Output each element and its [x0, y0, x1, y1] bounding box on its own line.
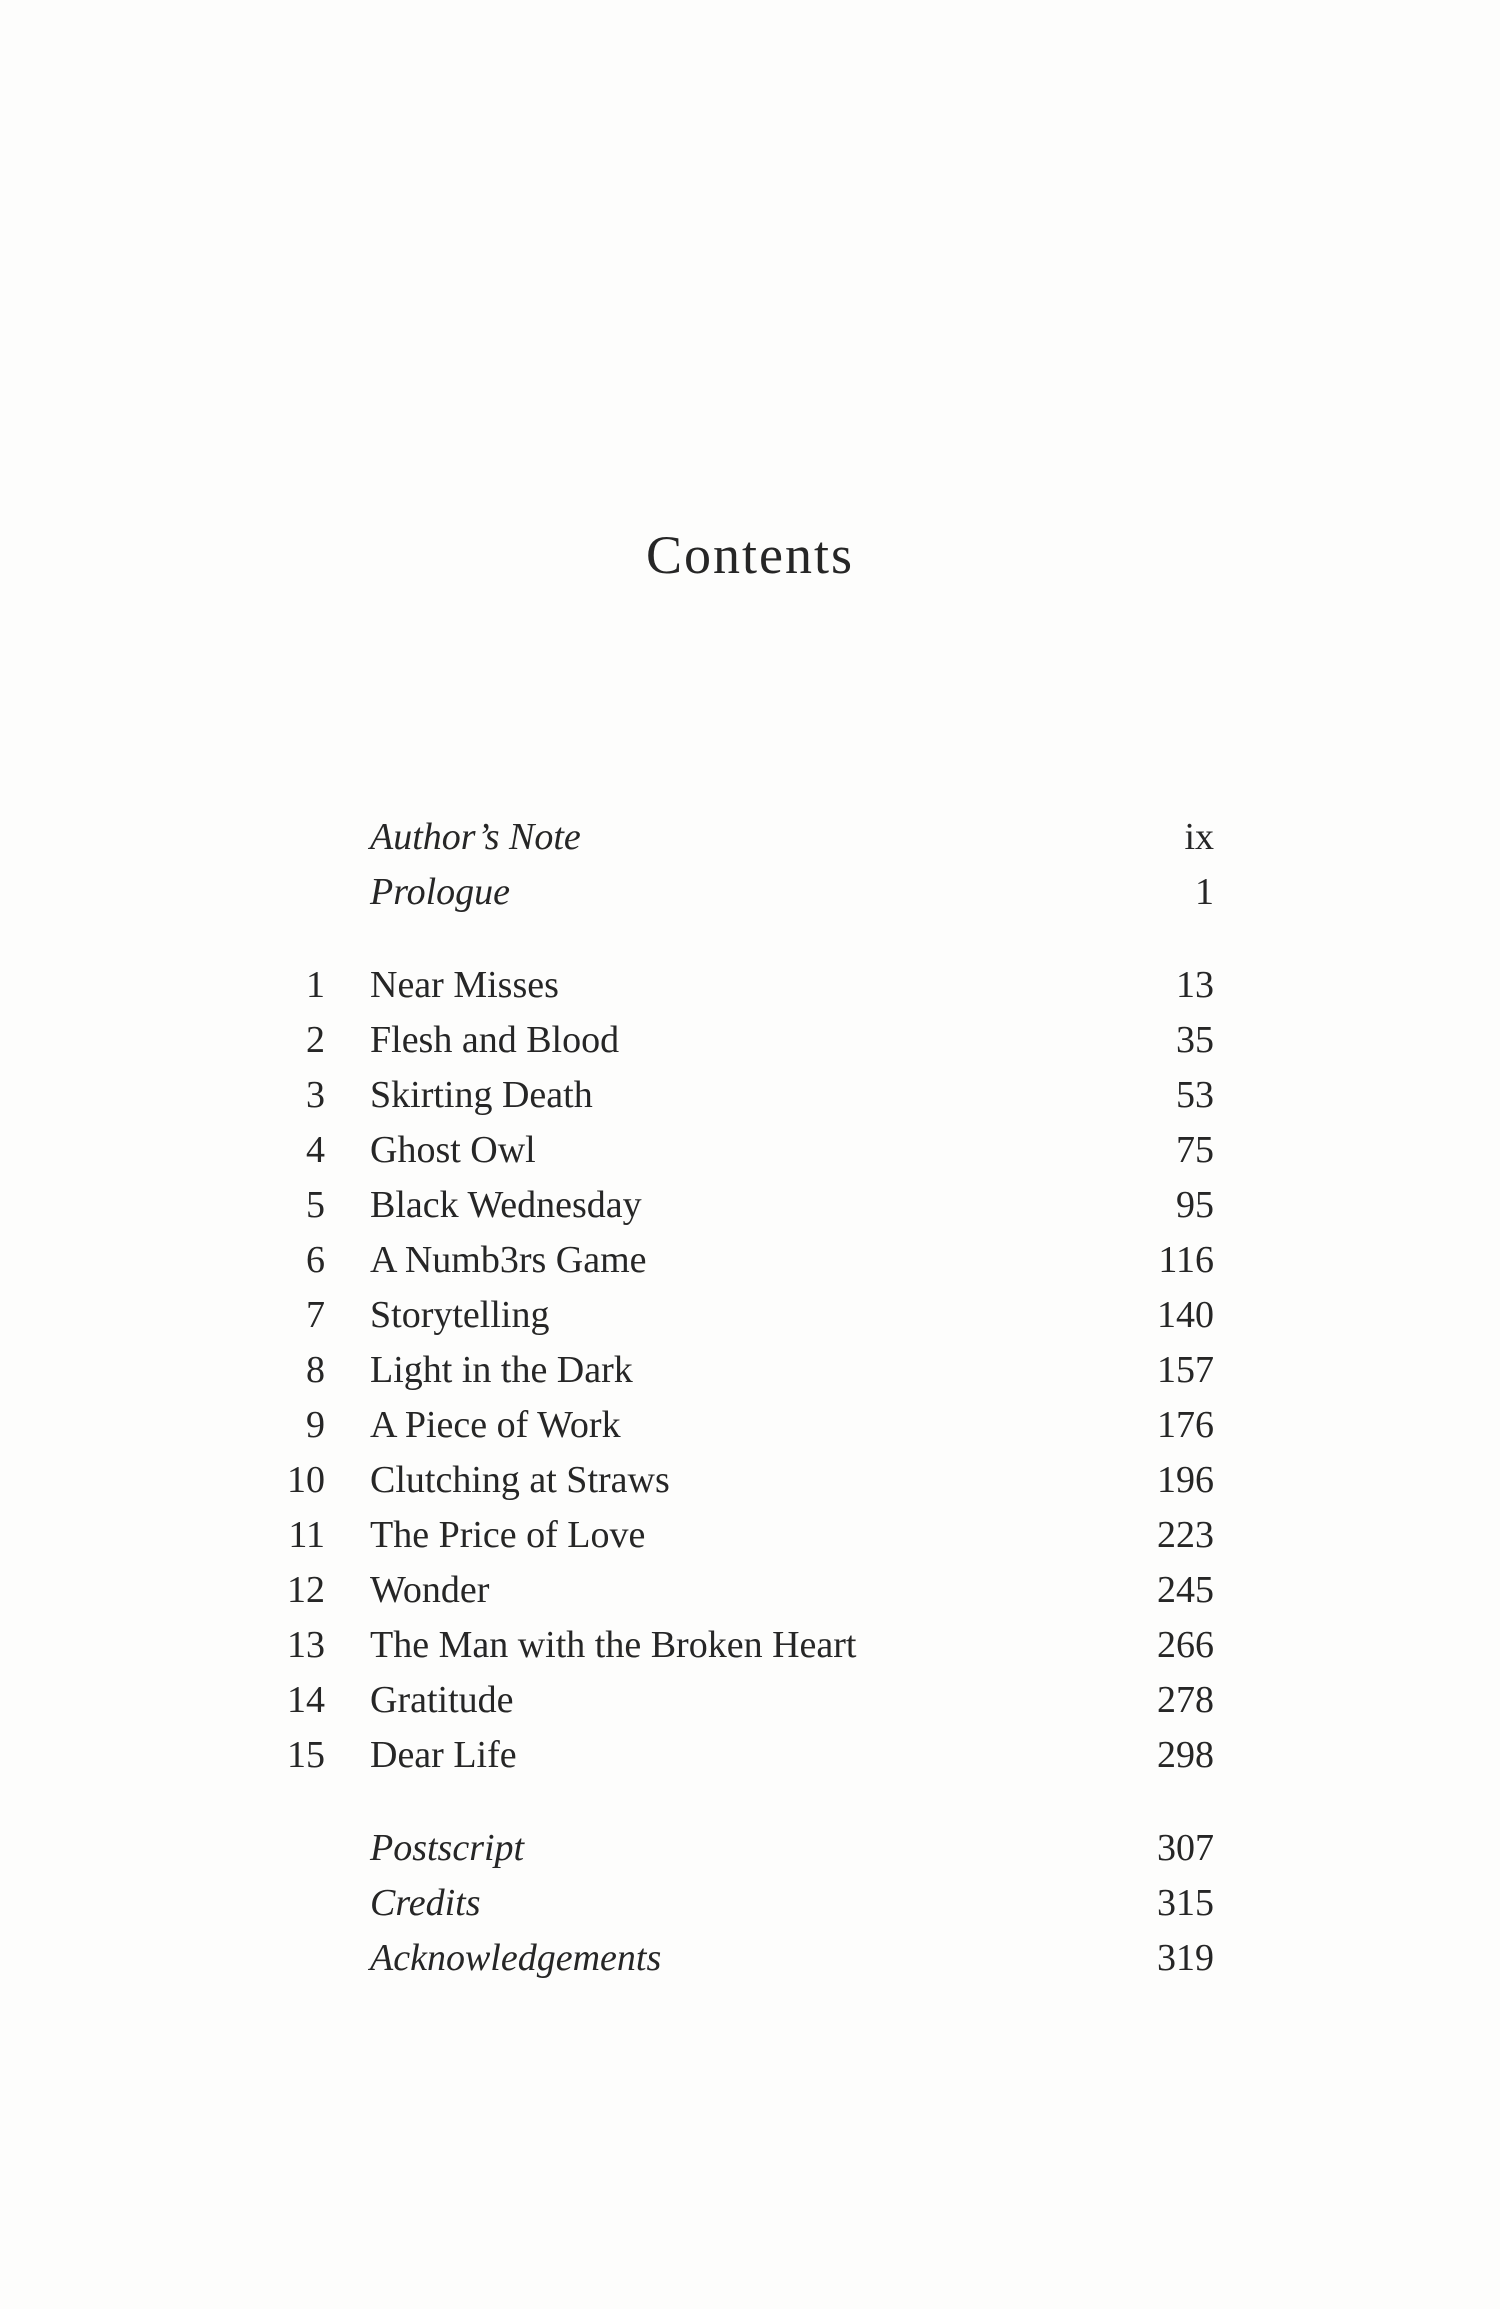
toc-entry-label: Ghost Owl [370, 1129, 536, 1171]
toc-entry-chapter-1[interactable] [0, 960, 1500, 1010]
toc-entry-chapter-12[interactable] [0, 1565, 1500, 1615]
toc-entry-chapter-9[interactable] [0, 1400, 1500, 1450]
toc-entry-label: Wonder [370, 1569, 490, 1611]
toc-entry-credits[interactable] [0, 1878, 1500, 1928]
toc-entry-label: Prologue [370, 871, 511, 913]
toc-entry-page: 319 [1157, 1937, 1214, 1979]
toc-entry-page: 157 [1157, 1349, 1214, 1391]
chapter-number: 1 [306, 964, 325, 1006]
toc-entry-page: 116 [1158, 1239, 1214, 1281]
toc-entry-page: 53 [1176, 1074, 1214, 1116]
toc-entry-page: 315 [1157, 1882, 1214, 1924]
toc-entry-chapter-10[interactable] [0, 1455, 1500, 1505]
toc-entry-page: 307 [1157, 1827, 1214, 1869]
toc-entry-label: Black Wednesday [370, 1184, 642, 1226]
toc-entry-chapter-7[interactable] [0, 1290, 1500, 1340]
chapter-number: 5 [306, 1184, 325, 1226]
toc-entry-label: Flesh and Blood [370, 1019, 620, 1061]
toc-entry-page: 140 [1157, 1294, 1214, 1336]
chapter-number: 2 [306, 1019, 325, 1061]
toc-entry-page: 13 [1176, 964, 1214, 1006]
toc-entry-chapter-5[interactable] [0, 1180, 1500, 1230]
toc-entry-chapter-15[interactable] [0, 1730, 1500, 1780]
chapter-number: 8 [306, 1349, 325, 1391]
toc-entry-label: Skirting Death [370, 1074, 593, 1116]
toc-entry-label: The Price of Love [370, 1514, 646, 1556]
chapter-number: 4 [306, 1129, 325, 1171]
chapter-number: 7 [306, 1294, 325, 1336]
toc-entry-chapter-11[interactable] [0, 1510, 1500, 1560]
toc-entry-page: 35 [1176, 1019, 1214, 1061]
toc-entry-chapter-4[interactable] [0, 1125, 1500, 1175]
toc-entry-page: 223 [1157, 1514, 1214, 1556]
toc-entry-label: Postscript [370, 1827, 525, 1869]
toc-entry-page: 266 [1157, 1624, 1214, 1666]
toc-entry-postscript[interactable] [0, 1823, 1500, 1873]
toc-entry-page: 196 [1157, 1459, 1214, 1501]
chapter-number: 3 [306, 1074, 325, 1116]
toc-entry-label: Light in the Dark [370, 1349, 633, 1391]
toc-entry-label: Dear Life [370, 1734, 517, 1776]
toc-entry-authors-note[interactable] [0, 812, 1500, 862]
toc-entry-chapter-13[interactable] [0, 1620, 1500, 1670]
toc-entry-chapter-14[interactable] [0, 1675, 1500, 1725]
toc-entry-page: 176 [1157, 1404, 1214, 1446]
chapter-number: 6 [306, 1239, 325, 1281]
toc-entry-chapter-8[interactable] [0, 1345, 1500, 1395]
toc-entry-chapter-2[interactable] [0, 1015, 1500, 1065]
chapter-number: 9 [306, 1404, 325, 1446]
toc-entry-acknowledgements[interactable] [0, 1933, 1500, 1983]
toc-entry-label: Storytelling [370, 1294, 550, 1336]
toc-entry-prologue[interactable] [0, 867, 1500, 917]
toc-entry-page: 245 [1157, 1569, 1214, 1611]
toc-entry-chapter-6[interactable] [0, 1235, 1500, 1285]
chapter-number: 10 [287, 1459, 325, 1501]
toc-entry-label: Gratitude [370, 1679, 514, 1721]
toc-entry-label: Clutching at Straws [370, 1459, 670, 1501]
chapter-number: 14 [287, 1679, 325, 1721]
toc-entry-label: The Man with the Broken Heart [370, 1624, 857, 1666]
toc-entry-label: Acknowledgements [370, 1937, 662, 1979]
toc-entry-label: A Numb3rs Game [370, 1239, 647, 1281]
chapter-number: 13 [287, 1624, 325, 1666]
toc-entry-label: Credits [370, 1882, 481, 1924]
toc-entry-page: 75 [1176, 1129, 1214, 1171]
toc-entry-page: 298 [1157, 1734, 1214, 1776]
toc-entry-page: 95 [1176, 1184, 1214, 1226]
toc-entry-label: Author’s Note [370, 816, 581, 858]
toc-entry-page: 278 [1157, 1679, 1214, 1721]
chapter-number: 12 [287, 1569, 325, 1611]
toc-entry-page: ix [1184, 816, 1214, 858]
toc-entry-label: A Piece of Work [370, 1404, 621, 1446]
toc-entry-chapter-3[interactable] [0, 1070, 1500, 1120]
toc-entry-label: Near Misses [370, 964, 559, 1006]
toc-entry-page: 1 [1195, 871, 1214, 913]
chapter-number: 11 [288, 1514, 325, 1556]
page-title: Contents [645, 525, 854, 585]
chapter-number: 15 [287, 1734, 325, 1776]
